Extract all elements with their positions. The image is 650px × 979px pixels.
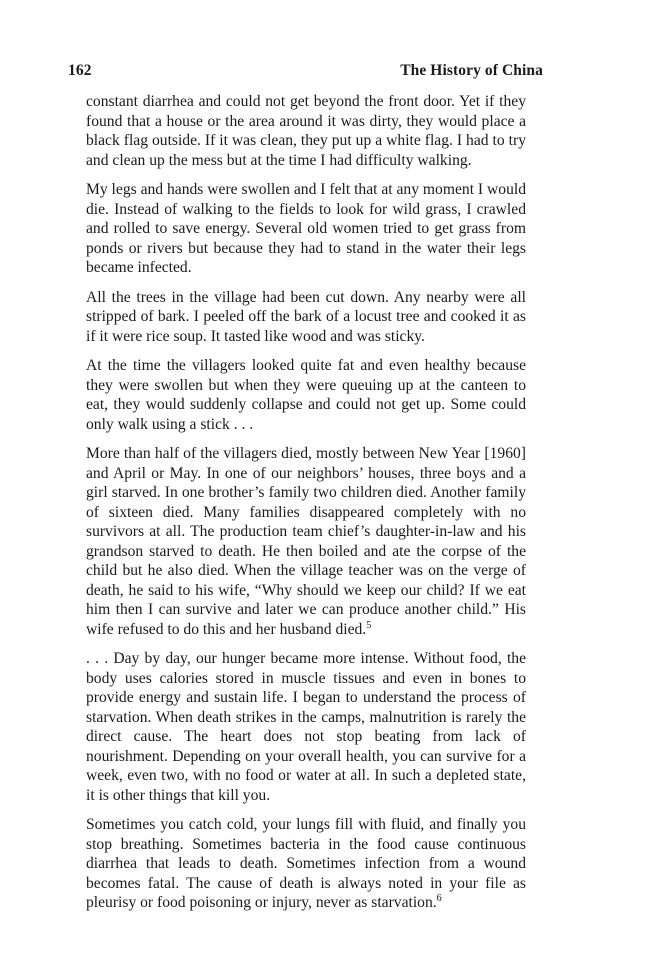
paragraph-text: More than half of the villagers died, mostly between New Year [1960] and April or May. In one of our neighbors’ houses, three boys and a girl starved. In one brother’s family two children died. Another family of sixteen died. Many families disappeared completely with no survivors at all. The production team chief’s daughter-in-law and his grandson starved to death. He then boiled and ate the corpse of the child but he also died. When the village teacher was on the verge of death, he said to his wife, “Why should we keep our child? If we eat him then I can survive and later we can produce another child.” His wife refused to do this and her husband died.: [86, 445, 526, 638]
paragraph-with-footnote: [86, 444, 526, 639]
paragraph-text: Sometimes you catch cold, your lungs fill with fluid, and finally you stop breathing. Sometimes bacteria in the food cause continuous diarrhea that leads to death. Sometimes infection from a wound becomes fatal. The cause of death is always noted in your file as pleurisy or food poisoning or injury, never as starvation.: [86, 816, 526, 911]
running-title: The History of China: [400, 62, 543, 79]
paragraph: All the trees in the village had been cut down. Any nearby were all stripped of bark. I peeled off the bark of a locust tree and cooked it as if it were rice soup. It tasted like wood and was sticky.: [86, 288, 526, 345]
paragraph: constant diarrhea and could not get beyond the front door. Yet if they found that a house or the area around it was dirty, they would place a black flag outside. If it was clean, they put up a white flag. I had to try and clean up the mess but at the time I had difficulty walking.: [86, 93, 526, 169]
page-header: [68, 62, 543, 80]
page-number: 162: [68, 62, 92, 79]
footnote-marker: 6: [436, 892, 442, 904]
footnote-marker: 5: [366, 619, 372, 631]
paragraph: At the time the villagers looked quite fat and even healthy because they were swollen but when they were queuing up at the canteen to eat, they would suddenly collapse and could not get up. Some could only walk using a stick . . .: [86, 357, 526, 433]
paragraph: . . . Day by day, our hunger became more intense. Without food, the body uses calories stored in muscle tissues and even in bones to provide energy and sustain life. I began to understand the process of starvation. When death strikes in the camps, malnutrition is rarely the direct cause. The heart does not stop beating from lack of nourishment. Depending on your overall health, you can survive for a week, even two, with no food or water at all. In such a depleted state, it is other things that kill you.: [86, 650, 526, 804]
paragraph: My legs and hands were swollen and I felt that at any moment I would die. Instead of walking to the fields to look for wild grass, I crawled and rolled to save energy. Several old women tried to get grass from ponds or rivers but because they had to stand in the water their legs became infected.: [86, 181, 526, 276]
body-text: [86, 92, 526, 923]
paragraph-with-footnote: [86, 815, 526, 913]
